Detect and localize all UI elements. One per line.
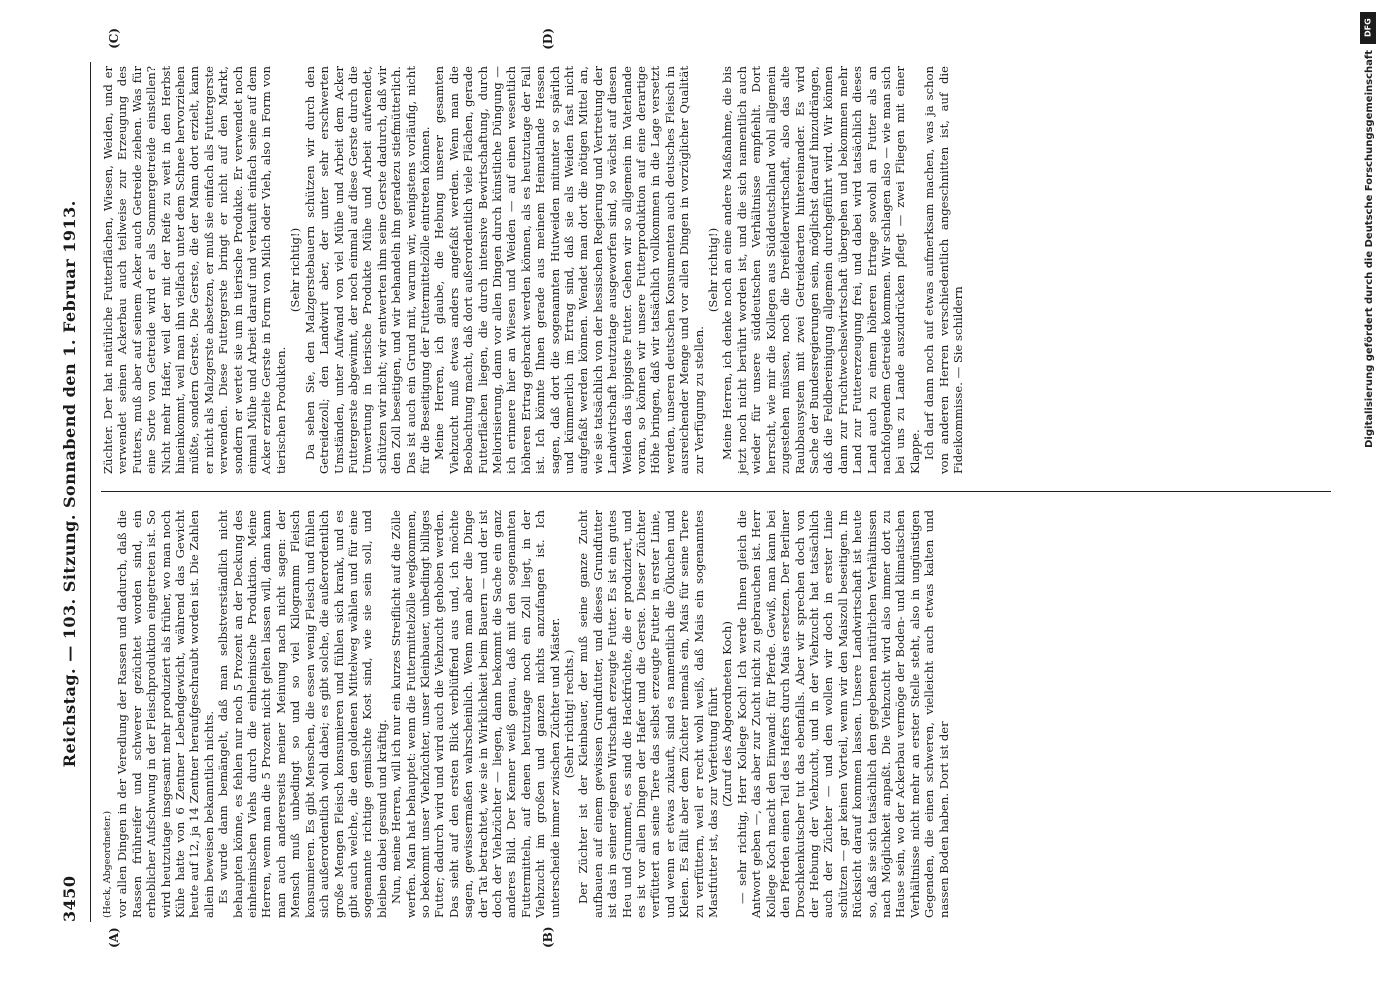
interjection: (Sehr richtig!)	[288, 227, 303, 313]
interjection: (Sehr richtig!)	[706, 227, 721, 313]
paragraph: Ich darf dann noch auf etwas aufmerksam machen, was ja schon von anderen Herren verschiedentlich angeschnitten ist, auf die Fideikommisse. — Sie schildern	[922, 66, 965, 474]
speaker-label: (Heck, Abgeordneter.)	[102, 810, 113, 918]
paragraph: — sehr richtig, Herr Kollege Koch! Ich werde Ihnen gleich die Antwort geben —, das aber zur Zucht nicht zu gebrauchen ist. Herr Kollege Koch macht den Einwand: für Pferde. Gewiß, man kann bei den Pferden einen Teil des Hafers durch Mais ersetzen. Der Berliner Droschkenkutscher tut das ebenfalls. Aber wir sprechen doch von der Hebung der Viehzucht, und in der Viehzucht hat tatsächlich auch der Züchter — und den wollen wir doch in erster Linie schützen — gar keinen Vorteil, wenn wir den Maiszoll beseitigen. Im Rücksicht darauf kommen lassen. Unsere Landwirtschaft ist heute so, daß sie sich tatsächlich den gegebenen natürlichen Verhältnissen nach Möglichkeit anpaßt. Die Viehzucht wird also immer dort zu Hause sein, wo der Ackerbau vermöge der Boden- und klimatischen Verhältnisse nicht mehr an erster Stelle steht, also in ungünstigen Gegenden, die einen schweren, vielleicht auch etwas kalten und nassen Boden haben. Dort ist der	[734, 510, 951, 918]
paragraph: Nun, meine Herren, will ich nur ein kurzes Streiflicht auf die Zölle werfen. Man hat behauptet: wenn die Futtermittelzölle wegkommen, so bekommt unser Viehzüchter, unser Kleinbauer, unbedingt billiges Futter; dadurch wird und wird auch die Viehzucht gehoben werden. Das sieht auf den ersten Blick verblüffend aus und, ich möchte sagen, gewissermaßen wahrscheinlich. Wenn man aber die Dinge der Tat betrachtet, wie sie in Wirklichkeit beim Bauern — und der ist doch der Viehzüchter — liegen, dann bekommt die Sache ein ganz anderes Bild. Der Kenner weiß genau, daß mit den sogenannten Futtermitteln, auf denen heutzutage noch ein Zoll liegt, in der Viehzucht im großen und ganzen nichts anzufangen ist. Ich unterscheide immer zwischen Züchter und Mäster.	[389, 510, 562, 918]
paragraph: Der Züchter ist der Kleinbauer, der muß seine ganze Zucht aufbauen auf einem gewissen Grundfutter, und dieses Grundfutter ist das in seiner eigenen Wirtschaft erzeugte Futter. Es ist ein gutes Heu und Grummet, es sind die Hackfrüchte, die er produziert, und es ist vor allen Dingen der Hafer und die Gerste. Dieser Züchter verfüttert an seine Tiere das selbst erzeugte Futter in erster Linie, und wenn er etwas zukauft, sind es namentlich die Ölkuchen und Kleien. Es fällt aber dem Züchter niemals ein, Mais für seine Tiere zu verfüttern, weil er recht wohl weiß, daß Mais ein sogenanntes Mastfutter ist, das zur Verfettung führt	[576, 510, 721, 918]
left-column	[101, 492, 1331, 922]
page-title: Reichstag. — 103. Sitzung. Sonnabend den 1. Februar 1913.	[60, 200, 79, 768]
paragraph: vor allen Dingen in der Veredlung der Rassen und dadurch, daß die Rassen frühreifer und schwerer gezüchtet worden sind, ein erheblicher Aufschwung in der Fleischproduktion eingetreten ist. So wird heutzutage insgesamt mehr produziert als früher, wo man noch Kühe hatte von 6 Zentner Lebendgewicht, während das Gewicht heute auf 12, ja 14 Zentner heraufgeschraubt worden ist. Die Zahlen allein beweisen bekanntlich nichts.	[115, 510, 216, 918]
running-head	[60, 62, 91, 922]
margin-marker-a: (A)	[107, 927, 121, 948]
margin-marker-d: (D)	[541, 28, 555, 50]
paragraph: Züchter. Der hat natürliche Futterflächen, Wiesen, Weiden, und er verwendet seinen Ackerbau auch teilweise zur Erzeugung des Futters, muß aber auf seinem Acker auch Getreide ziehen. Was für eine Sorte von Getreide wird er als Sommergetreide einstellen? Nicht mehr Hafer, weil der mit der Reife zu weit in den Herbst hineinkommt, weil man ihn vielfach unter dem Schnee hervorziehen müßte, sondern Gerste. Die Gerste, die der Mann dort erzielt, kann er nicht als Malzgerste absetzen, er muß sie einfach als Futtergerste verwenden. Diese Futtergerste bringt er nicht auf den Markt, sondern er wertet sie um in tierische Produkte. Er verwendet noch einmal Mühe und Arbeit darauf und verkauft einfach seine auf dem Acker erzielte Gerste in Form von Milch oder Vieh, also in Form von tierischen Produkten.	[101, 66, 288, 474]
paragraph: Meine Herren, ich glaube, die Hebung unserer gesamten Viehzucht muß etwas anders angefaßt werden. Wenn man die Beobachtung macht, daß dort außerordentlich viele Flächen, gerade Futterflächen liegen, die durch intensive Bewirtschaftung, durch Meliorisierung, dann vor allen Dingen durch künstliche Düngung — ich erinnere hier an Wiesen und Weiden — auf einen wesentlich höheren Ertrag gebracht werden können, als es heutzutage der Fall ist. Ich könnte Ihnen gerade aus meinem Heimatlande Hessen sagen, daß dort die sogenannten Hutweiden mitunter so spärlich und kümmerlich im Ertrag sind, daß sie als Weiden fast nicht aufgefaßt werden können. Wendet man dort die nötigen Mittel an, wie sie tatsächlich von der hessischen Regierung und Vertretung der Landwirtschaft heutzutage ausgeworfen sind, so wächst auf diesen Weiden das üppigste Futter. Gehen wir so allgemein im Vaterlande voran, so können wir unsere Futterproduktion auf eine derartige Höhe bringen, daß wir tatsächlich vollkommen in die Lage versetzt werden, unseren deutschen Konsumenten auch deutsches Fleisch in ausreichender Menge und vor allen Dingen in vorzüglicher Qualität zur Verfügung zu stellen.	[432, 66, 706, 474]
paragraph: Meine Herren, ich denke noch an eine andere Maßnahme, die bis jetzt noch nicht berührt worden ist, und die sich namentlich auch wieder für unsere süddeutschen Verhältnisse empfiehlt. Dort herrscht, wie mir die Kollegen aus Süddeutschland wohl allgemein zugestehen müssen, noch die Dreifelderwirtschaft, also das alte Raubbausystem mit zwei Getreidearten hintereinander. Es wird Sache der Bundesregierungen sein, möglichst darauf hinzudrängen, daß die Feldbereinigung allgemein durchgeführt wird. Wir können dann zur Fruchtwechselwirtschaft übergehen und bekommen mehr Land zur Futtererzeugung frei, und dabei wird tatsächlich dieses Land auch zu einem höheren Ertrage sowohl an Futter als an nachfolgendem Getreide kommen. Wir schlagen also — wie man sich bei uns zu Lande auszudrücken pflegt — zwei Fliegen mit einer Klappe.	[720, 66, 922, 474]
digitization-credit	[1357, 10, 1377, 990]
column-divider	[101, 491, 1331, 492]
interjection: (Sehr richtig! rechts.)	[562, 649, 576, 779]
text-columns	[101, 28, 1331, 948]
dfg-logo-icon: DFG	[1360, 12, 1376, 44]
paragraph: Es wurde dann bemängelt, daß man selbstverständlich nicht behaupten könne, es fehlen nur noch 5 Prozent an der Deckung des einheimischen Viehs durch die einheimische Produktion. Meine Herren, wenn man die 5 Prozent nicht gelten lassen will, dann kann man auch andererseits meiner Meinung nach nicht sagen: der Mensch muß unbedingt so und so viel Kilogramm Fleisch konsumieren. Es gibt Menschen, die essen wenig Fleisch und fühlen sich außerordentlich wohl dabei; es gibt solche, die außerordentlich große Mengen Fleisch konsumieren und fühlen sich krank, und es gibt auch welche, die den goldenen Mittelweg wählen und für eine sogenannte richtige gemischte Kost sind, wie sie sein soll, und bleiben dabei gesund und kräftig.	[216, 510, 389, 918]
credit-text: Digitalisierung gefördert durch die Deutsche Forschungsgemeinschaft	[1364, 50, 1375, 448]
paragraph: Da sehen Sie, den Malzgerstebauern schützen wir durch den Getreidezoll; den Landwirt aber, der unter sehr erschwerten Umständen, unter Aufwand von viel Mühe und Arbeit dem Acker Futtergerste abgewinnt, der noch einmal auf diese Gerste durch die Umwertung in tierische Produkte Mühe und Arbeit aufwendet, schützen wir nicht; wir entwerten ihm seine Gerste dadurch, daß wir den Zoll beseitigen, und wir behandeln ihn geradezu stiefmütterlich. Das ist auch ein Grund mit, warum wir, wenigstens vorläufig, nicht für die Beseitigung der Futtermittelzölle eintreten können.	[302, 66, 432, 474]
margin-marker-c: (C)	[107, 28, 121, 49]
margin-marker-b: (B)	[541, 926, 555, 948]
interjection: (Zuruf des Abgeordneten Koch)	[720, 621, 735, 807]
page-number: 3450	[60, 875, 79, 922]
right-column	[101, 62, 1331, 492]
